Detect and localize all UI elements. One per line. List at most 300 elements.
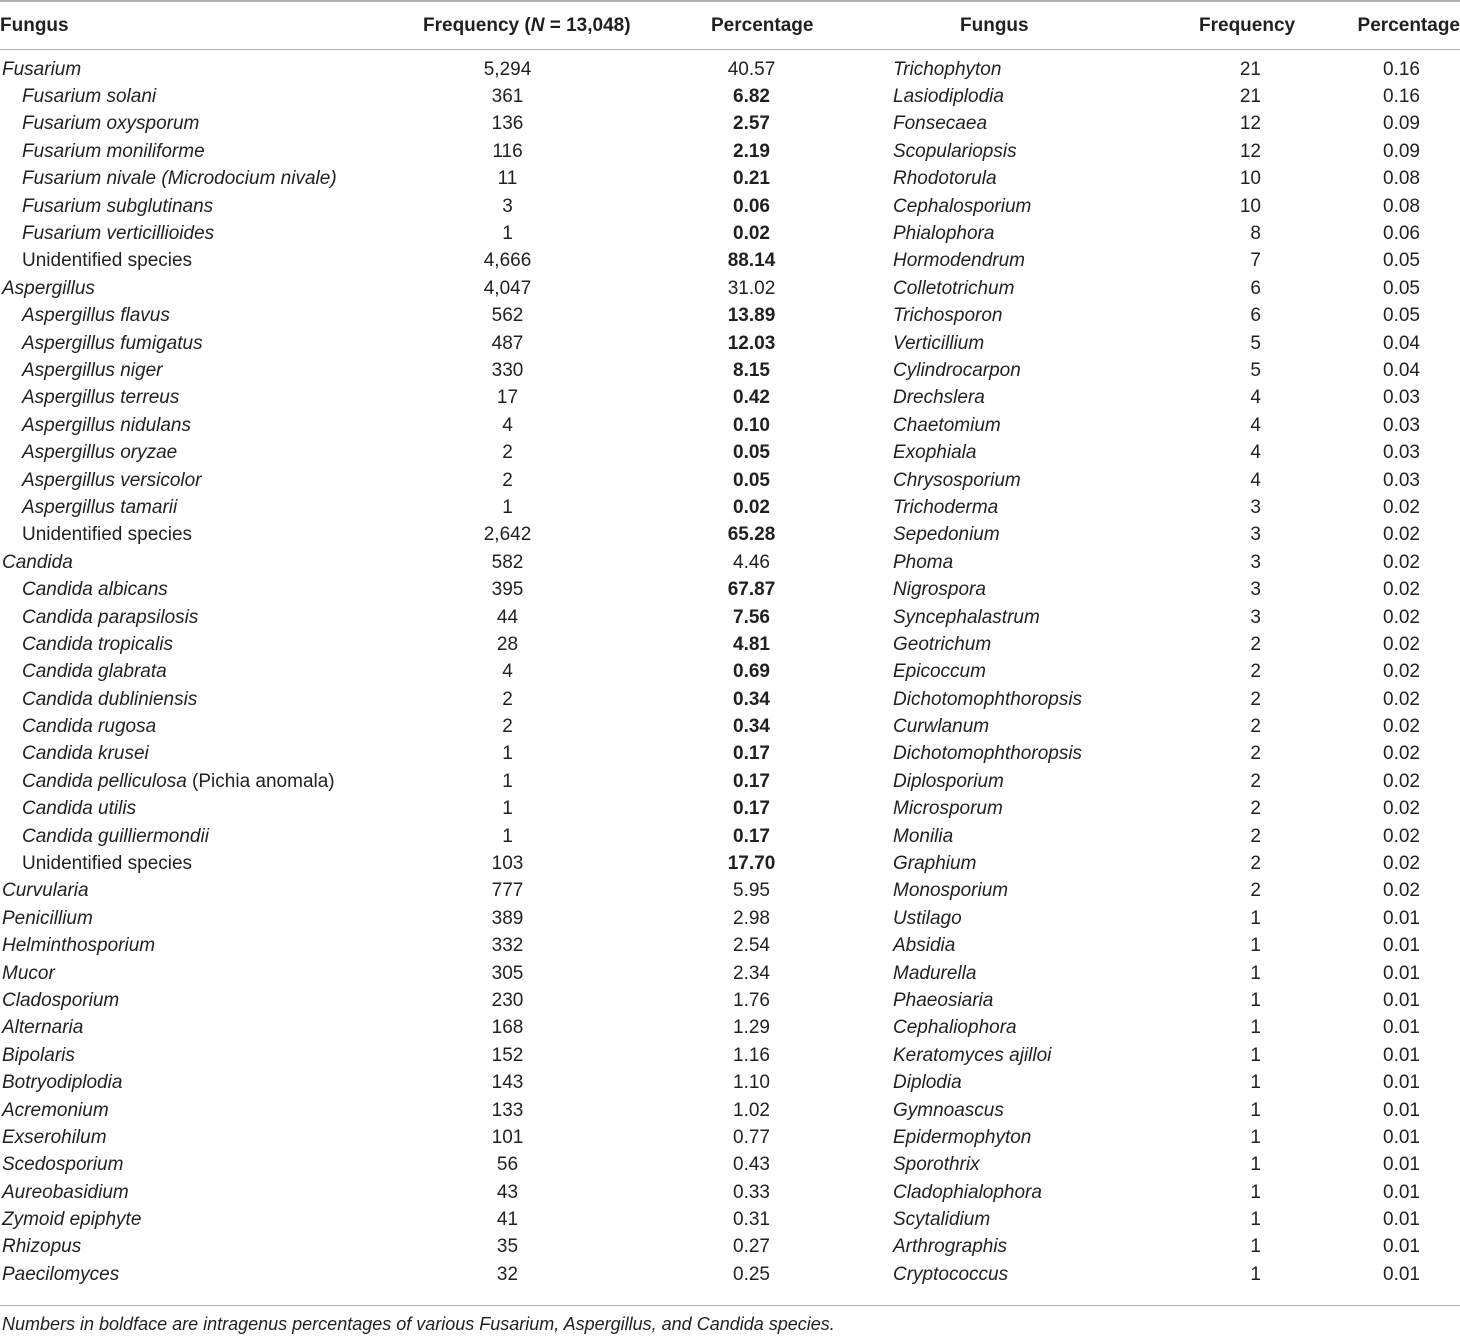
frequency-value-right: 1 (1250, 1263, 1261, 1285)
header-percentage-2: Percentage (1261, 1, 1460, 50)
frequency-value: 2 (502, 469, 513, 491)
fungus-name: Candida dubliniensis (22, 688, 198, 710)
frequency-value: 305 (491, 962, 524, 984)
table-row (0, 303, 1460, 330)
frequency-value-right: 2 (1250, 716, 1261, 738)
percentage-value-right: 0.02 (1383, 880, 1420, 902)
percentage-value-right: 0.06 (1383, 223, 1420, 245)
fungus-name-right: Hormodendrum (893, 250, 1025, 272)
fungus-name-right: Microsporum (893, 798, 1003, 820)
frequency-value-right: 2 (1250, 853, 1261, 875)
frequency-value-right: 3 (1250, 524, 1261, 546)
fungus-name-right: Ustilago (893, 907, 962, 929)
table-row (0, 631, 1460, 658)
frequency-value-right: 10 (1239, 168, 1261, 190)
fungus-name-right: Absidia (893, 935, 956, 957)
percentage-value: 1.16 (733, 1044, 770, 1066)
percentage-value-right: 0.05 (1383, 277, 1420, 299)
percentage-value-right: 0.02 (1383, 688, 1420, 710)
fungus-name-right: Verticillium (893, 332, 985, 354)
fungus-name-right: Exophiala (893, 442, 977, 464)
percentage-value-right: 0.01 (1383, 1126, 1420, 1148)
percentage-value-right: 0.03 (1383, 387, 1420, 409)
table-row (0, 604, 1460, 631)
percentage-value-right: 0.02 (1383, 661, 1420, 683)
frequency-value: 1 (502, 223, 513, 245)
frequency-value: 43 (496, 1181, 519, 1203)
table-row (0, 248, 1460, 275)
frequency-value: 582 (491, 551, 524, 573)
frequency-value: 777 (491, 880, 524, 902)
frequency-value-right: 6 (1250, 277, 1261, 299)
table-row (0, 659, 1460, 686)
percentage-value: 4.81 (733, 633, 770, 655)
frequency-value: 330 (491, 359, 524, 381)
frequency-value: 4 (502, 414, 513, 436)
percentage-value: 0.42 (733, 387, 770, 409)
percentage-value: 0.69 (733, 661, 770, 683)
percentage-value-right: 0.05 (1383, 250, 1420, 272)
frequency-value: 1 (502, 496, 513, 518)
table-row (0, 878, 1460, 905)
percentage-value-right: 0.16 (1383, 58, 1420, 80)
table-row (0, 1042, 1460, 1069)
percentage-value-right: 0.02 (1383, 633, 1420, 655)
percentage-value: 1.29 (733, 1017, 770, 1039)
frequency-value-right: 1 (1250, 1154, 1261, 1176)
fungus-name: Aspergillus nidulans (22, 414, 191, 436)
frequency-value: 1 (502, 743, 513, 765)
fungus-name-right: Cephalosporium (893, 195, 1032, 217)
fungus-name-right: Gymnoascus (893, 1099, 1004, 1121)
fungus-name: Unidentified species (22, 853, 193, 875)
percentage-value-right: 0.02 (1383, 579, 1420, 601)
fungus-name: Acremonium (2, 1099, 109, 1121)
fungus-name-right: Monosporium (893, 880, 1009, 902)
fungus-name-right: Cephaliophora (893, 1017, 1017, 1039)
table-row (0, 905, 1460, 932)
fungus-name-right: Diplosporium (893, 770, 1004, 792)
table-row (0, 933, 1460, 960)
percentage-value: 0.25 (733, 1263, 770, 1285)
frequency-value: 28 (496, 633, 519, 655)
table-row (0, 823, 1460, 850)
table-row (0, 193, 1460, 220)
percentage-value-right: 0.02 (1383, 551, 1420, 573)
fungus-name-right: Rhodotorula (893, 168, 997, 190)
percentage-value: 40.57 (727, 58, 776, 80)
fungus-name-right: Cylindrocarpon (893, 359, 1021, 381)
frequency-value: 143 (491, 1072, 524, 1094)
fungus-name: Penicillium (2, 907, 93, 929)
table-row (0, 1179, 1460, 1206)
frequency-value: 17 (496, 387, 519, 409)
frequency-value-right: 2 (1250, 688, 1261, 710)
frequency-value-right: 7 (1250, 250, 1261, 272)
percentage-value-right: 0.08 (1383, 168, 1420, 190)
frequency-value-right: 1 (1250, 1044, 1261, 1066)
fungus-name: Candida glabrata (22, 661, 167, 683)
percentage-value-right: 0.09 (1383, 140, 1420, 162)
fungus-name: Scedosporium (2, 1154, 124, 1176)
fungus-name-right: Syncephalastrum (893, 606, 1040, 628)
fungus-name: Helminthosporium (2, 935, 156, 957)
fungus-name-right: Phialophora (893, 223, 995, 245)
frequency-value: 562 (491, 305, 524, 327)
percentage-value: 0.21 (733, 168, 770, 190)
frequency-value-right: 2 (1250, 798, 1261, 820)
fungus-name-right: Cryptococcus (893, 1263, 1009, 1285)
percentage-value: 2.98 (733, 907, 770, 929)
fungus-name: Zymoid epiphyte (2, 1209, 142, 1231)
percentage-value: 0.27 (733, 1236, 770, 1258)
table-row (0, 522, 1460, 549)
fungus-name: Candida albicans (22, 579, 168, 601)
frequency-value: 2,642 (483, 524, 532, 546)
fungus-name: Fusarium subglutinans (22, 195, 214, 217)
fungus-name-part: Candida pelliculosa (22, 770, 187, 792)
fungus-name-right: Fonsecaea (893, 113, 988, 135)
frequency-value-right: 4 (1250, 414, 1261, 436)
frequency-value-right: 3 (1250, 496, 1261, 518)
table-footnote: Numbers in boldface are intragenus percentages of various Fusarium, Aspergillus, and Candida species. (2, 1314, 835, 1334)
fungus-name: Fusarium (2, 58, 82, 80)
table-row (0, 83, 1460, 110)
table-row (0, 850, 1460, 877)
fungus-name: Alternaria (2, 1017, 84, 1039)
frequency-value-right: 8 (1250, 223, 1261, 245)
table-row (0, 1015, 1460, 1042)
fungus-name: Mucor (2, 962, 55, 984)
percentage-value-right: 0.01 (1383, 1236, 1420, 1258)
fungus-name-right: Chaetomium (893, 414, 1001, 436)
fungus-name: Candida rugosa (22, 716, 157, 738)
fungus-name: Exserohilum (2, 1126, 107, 1148)
frequency-value: 4,047 (483, 277, 532, 299)
table-row (0, 1152, 1460, 1179)
table-row (0, 1097, 1460, 1124)
frequency-value: 41 (496, 1209, 519, 1231)
table-row (0, 768, 1460, 795)
percentage-value: 0.17 (733, 825, 770, 847)
percentage-value: 1.76 (733, 989, 770, 1011)
table-row (0, 138, 1460, 165)
table-row (0, 412, 1460, 439)
frequency-value: 487 (491, 332, 524, 354)
frequency-value-right: 1 (1250, 1209, 1261, 1231)
frequency-value-right: 12 (1239, 140, 1261, 162)
frequency-value-right: 1 (1250, 1072, 1261, 1094)
percentage-value: 7.56 (733, 606, 770, 628)
frequency-value: 5,294 (483, 58, 532, 80)
fungus-name: Aspergillus versicolor (22, 469, 202, 491)
frequency-value-right: 2 (1250, 770, 1261, 792)
header-frequency-2: Frequency (1191, 1, 1261, 50)
fungus-name-right: Diplodia (893, 1072, 962, 1094)
percentage-value-right: 0.02 (1383, 743, 1420, 765)
table-row (0, 385, 1460, 412)
fungus-name: Aspergillus terreus (22, 387, 180, 409)
percentage-value-right: 0.01 (1383, 1209, 1420, 1231)
frequency-value: 4 (502, 661, 513, 683)
frequency-value-right: 1 (1250, 1181, 1261, 1203)
percentage-value-right: 0.01 (1383, 1099, 1420, 1121)
frequency-value-right: 21 (1239, 58, 1261, 80)
frequency-value-right: 1 (1250, 962, 1261, 984)
percentage-value-right: 0.01 (1383, 1017, 1420, 1039)
fungus-name-right: Nigrospora (893, 579, 986, 601)
percentage-value: 4.46 (733, 551, 770, 573)
fungus-name-right: Phaeosiaria (893, 989, 994, 1011)
fungus-name-right: Chrysosporium (893, 469, 1021, 491)
frequency-value-right: 6 (1250, 305, 1261, 327)
percentage-value-right: 0.01 (1383, 1154, 1420, 1176)
percentage-value-right: 0.05 (1383, 305, 1420, 327)
table-row (0, 467, 1460, 494)
fungus-name-right: Scytalidium (893, 1209, 991, 1231)
percentage-value: 12.03 (727, 332, 776, 354)
fungus-name-right: Colletotrichum (893, 277, 1015, 299)
percentage-value: 8.15 (733, 359, 770, 381)
frequency-value: 389 (491, 907, 524, 929)
fungus-name: Candida krusei (22, 743, 149, 765)
table-row (0, 439, 1460, 466)
percentage-value: 0.02 (733, 496, 770, 518)
header-fungus-2: Fungus (891, 1, 1191, 50)
frequency-value-right: 1 (1250, 989, 1261, 1011)
fungus-name-right: Geotrichum (893, 633, 992, 655)
header-frequency-n: N (530, 14, 545, 36)
fungus-name: Candida utilis (22, 798, 137, 820)
frequency-value-right: 5 (1250, 359, 1261, 381)
fungus-name: Curvularia (2, 880, 89, 902)
percentage-value-right: 0.03 (1383, 414, 1420, 436)
table-row (0, 1261, 1460, 1288)
header-frequency (385, 1, 631, 50)
frequency-value: 361 (491, 86, 524, 108)
percentage-value: 65.28 (727, 524, 776, 546)
frequency-value-right: 4 (1250, 387, 1261, 409)
fungus-name: Fusarium verticillioides (22, 223, 215, 245)
frequency-value-right: 2 (1250, 661, 1261, 683)
frequency-value: 32 (496, 1263, 519, 1285)
table-row (0, 166, 1460, 193)
percentage-value-right: 0.02 (1383, 853, 1420, 875)
fungus-name: Unidentified species (22, 250, 193, 272)
header-fungus: Fungus (0, 1, 385, 50)
fungus-name-right: Monilia (893, 825, 954, 847)
percentage-value-right: 0.01 (1383, 962, 1420, 984)
fungus-name-right: Trichophyton (893, 58, 1002, 80)
table-body (0, 50, 1460, 1289)
percentage-value-right: 0.01 (1383, 989, 1420, 1011)
fungus-name-right: Trichoderma (893, 496, 999, 518)
fungus-name-right: Epidermophyton (893, 1126, 1032, 1148)
frequency-value: 136 (491, 113, 524, 135)
fungus-name-right: Phoma (893, 551, 954, 573)
frequency-value-right: 2 (1250, 825, 1261, 847)
fungus-name-right: Lasiodiplodia (893, 86, 1004, 108)
percentage-value-right: 0.01 (1383, 1263, 1420, 1285)
percentage-value-right: 0.09 (1383, 113, 1420, 135)
fungus-name: Unidentified species (22, 524, 193, 546)
fungus-name: Aureobasidium (2, 1181, 129, 1203)
table-row (0, 1234, 1460, 1261)
frequency-value-right: 3 (1250, 579, 1261, 601)
frequency-value-right: 2 (1250, 633, 1261, 655)
fungus-name-right: Curwlanum (893, 716, 990, 738)
percentage-value: 1.10 (733, 1072, 770, 1094)
frequency-value-right: 2 (1250, 880, 1261, 902)
percentage-value-right: 0.04 (1383, 359, 1420, 381)
fungus-name: Aspergillus flavus (22, 305, 170, 327)
frequency-value: 1 (502, 770, 513, 792)
frequency-value-right: 4 (1250, 442, 1261, 464)
table-row (0, 494, 1460, 521)
percentage-value-right: 0.02 (1383, 496, 1420, 518)
table-row (0, 111, 1460, 138)
percentage-value-right: 0.02 (1383, 524, 1420, 546)
fungus-name: Botryodiplodia (2, 1072, 123, 1094)
percentage-value-right: 0.01 (1383, 1044, 1420, 1066)
percentage-value: 2.34 (733, 962, 770, 984)
fungus-name-right: Madurella (893, 962, 977, 984)
table-bottom-rule (0, 1305, 1460, 1306)
percentage-value: 0.31 (733, 1209, 770, 1231)
table-row (0, 220, 1460, 247)
frequency-value: 395 (491, 579, 524, 601)
frequency-value: 11 (497, 168, 518, 190)
percentage-value: 17.70 (727, 853, 776, 875)
fungus-name (0, 768, 385, 795)
percentage-value: 0.05 (733, 442, 770, 464)
frequency-value: 2 (502, 688, 513, 710)
fungus-name-right: Dichotomophthoropsis (893, 688, 1083, 710)
fungus-name: Paecilomyces (2, 1263, 120, 1285)
frequency-value-right: 1 (1250, 935, 1261, 957)
percentage-value: 0.34 (733, 716, 770, 738)
table-row (0, 686, 1460, 713)
fungus-name: Aspergillus niger (22, 359, 163, 381)
fungus-name-right: Cladophialophora (893, 1181, 1042, 1203)
percentage-value-right: 0.01 (1383, 1181, 1420, 1203)
table-row (0, 987, 1460, 1014)
percentage-value: 2.57 (733, 113, 770, 135)
frequency-value: 44 (496, 606, 519, 628)
frequency-value: 101 (491, 1126, 524, 1148)
fungus-name: Aspergillus oryzae (22, 442, 178, 464)
frequency-value-right: 2 (1250, 743, 1261, 765)
fungus-name: Fusarium solani (22, 86, 157, 108)
fungus-name-right: Graphium (893, 853, 977, 875)
percentage-value: 0.17 (733, 770, 770, 792)
table-row (0, 275, 1460, 302)
frequency-value: 3 (502, 195, 513, 217)
fungus-name: Fusarium nivale (Microdocium nivale) (22, 168, 337, 190)
table-row (0, 576, 1460, 603)
fungus-name: Cladosporium (2, 989, 120, 1011)
frequency-value-right: 1 (1250, 1236, 1261, 1258)
table-row (0, 713, 1460, 740)
percentage-value-right: 0.02 (1383, 606, 1420, 628)
fungus-name: Candida tropicalis (22, 633, 174, 655)
fungus-name: Bipolaris (2, 1044, 75, 1066)
frequency-value-right: 12 (1239, 113, 1261, 135)
frequency-value: 332 (491, 935, 524, 957)
percentage-value: 1.02 (733, 1099, 770, 1121)
fungus-name-right: Arthrographis (893, 1236, 1008, 1258)
percentage-value: 0.33 (733, 1181, 770, 1203)
frequency-value: 1 (502, 825, 513, 847)
percentage-value-right: 0.03 (1383, 442, 1420, 464)
percentage-value: 0.17 (733, 798, 770, 820)
percentage-value: 13.89 (727, 305, 776, 327)
frequency-value: 4,666 (483, 250, 532, 272)
fungus-name: Candida parapsilosis (22, 606, 199, 628)
table-row (0, 549, 1460, 576)
frequency-value-right: 1 (1250, 1099, 1261, 1121)
percentage-value-right: 0.01 (1383, 907, 1420, 929)
frequency-value: 152 (491, 1044, 524, 1066)
frequency-value: 133 (491, 1099, 524, 1121)
fungus-name: Fusarium moniliforme (22, 140, 205, 162)
table-row (0, 1206, 1460, 1233)
percentage-value: 6.82 (733, 86, 770, 108)
percentage-value: 0.10 (733, 414, 770, 436)
percentage-value: 67.87 (727, 579, 776, 601)
percentage-value: 31.02 (727, 277, 776, 299)
table-row (0, 960, 1460, 987)
percentage-value-right: 0.02 (1383, 770, 1420, 792)
percentage-value: 0.17 (733, 743, 770, 765)
percentage-value: 88.14 (727, 250, 776, 272)
percentage-value: 2.54 (733, 935, 770, 957)
percentage-value-right: 0.02 (1383, 825, 1420, 847)
frequency-value-right: 1 (1250, 1126, 1261, 1148)
percentage-value: 0.05 (733, 469, 770, 491)
frequency-value-right: 5 (1250, 332, 1261, 354)
percentage-value-right: 0.02 (1383, 716, 1420, 738)
frequency-value: 2 (502, 442, 513, 464)
frequency-value-right: 3 (1250, 606, 1261, 628)
fungus-name-right: Trichosporon (893, 305, 1003, 327)
fungus-name-right: Keratomyces ajilloi (893, 1044, 1052, 1066)
fungus-name-right: Sepedonium (893, 524, 1000, 546)
fungus-name-right: Scopulariopsis (893, 140, 1017, 162)
fungus-name: Fusarium oxysporum (22, 113, 200, 135)
frequency-value-right: 10 (1239, 195, 1261, 217)
frequency-value: 103 (491, 853, 524, 875)
percentage-value-right: 0.01 (1383, 1072, 1420, 1094)
fungus-name-right: Sporothrix (893, 1154, 980, 1176)
frequency-value: 168 (491, 1017, 524, 1039)
percentage-value-right: 0.04 (1383, 332, 1420, 354)
fungus-name: Aspergillus (2, 277, 95, 299)
percentage-value: 0.06 (733, 195, 770, 217)
frequency-value: 35 (496, 1236, 519, 1258)
percentage-value-right: 0.03 (1383, 469, 1420, 491)
percentage-value-right: 0.01 (1383, 935, 1420, 957)
frequency-value: 230 (491, 989, 524, 1011)
percentage-value-right: 0.08 (1383, 195, 1420, 217)
percentage-value: 0.77 (733, 1126, 770, 1148)
percentage-value: 0.34 (733, 688, 770, 710)
fungus-name: Candida guilliermondii (22, 825, 209, 847)
percentage-value: 2.19 (733, 140, 770, 162)
frequency-value: 116 (492, 140, 523, 162)
percentage-value: 5.95 (733, 880, 770, 902)
fungus-name: Rhizopus (2, 1236, 82, 1258)
